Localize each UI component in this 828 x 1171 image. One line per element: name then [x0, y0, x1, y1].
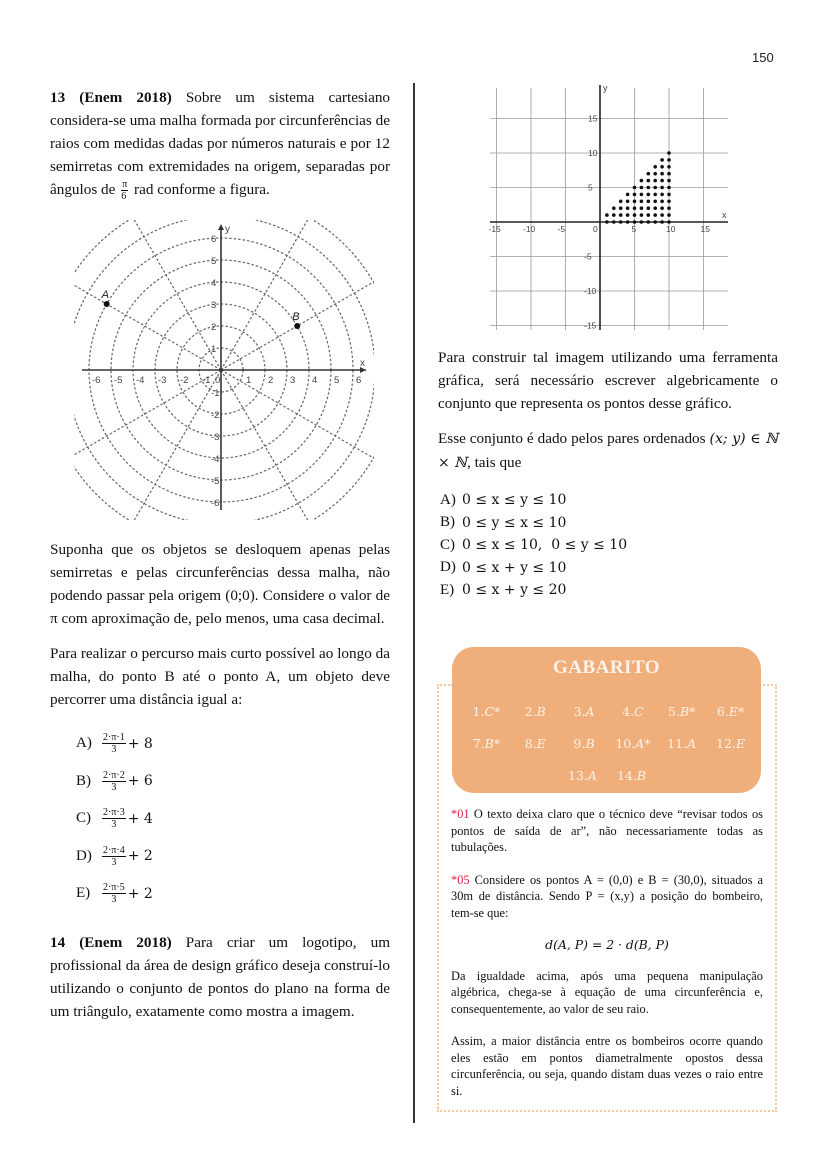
- y-tick-label: -1: [211, 388, 220, 400]
- data-point: [667, 179, 671, 183]
- q13-paragraph-2: Para realizar o percurso mais curto possível ao longo da malha, do ponto B até o ponto A, um objeto deve percorrer uma distância igual a:: [50, 645, 390, 709]
- y-tick-label: -6: [211, 498, 220, 510]
- data-point: [633, 193, 637, 197]
- option-fraction: $\frac{2\cdot\pi\cdot 3}{3}$: [103, 807, 125, 831]
- grid-ray: [221, 240, 374, 370]
- grid-ray: [74, 370, 221, 500]
- grid-ray: [91, 220, 221, 370]
- data-point: [653, 206, 657, 210]
- answer-key-item: 12.E: [716, 735, 746, 751]
- x-tick-label: 1: [246, 375, 252, 387]
- x-tick-label: -2: [180, 375, 189, 387]
- data-point: [653, 220, 657, 224]
- x-tick-label: 0: [593, 224, 598, 234]
- grid-ray: [74, 240, 221, 370]
- distance-equation: d(A, P) = 2 · d(B, P): [545, 937, 669, 952]
- y-tick-label: -2: [211, 410, 220, 422]
- x-tick-label: -4: [136, 375, 145, 387]
- data-point: [612, 213, 616, 217]
- q14-option-a[interactable]: A) 0 ≤ x ≤ y ≤ 10: [440, 491, 567, 509]
- data-point: [626, 193, 630, 197]
- q14-options: [440, 489, 778, 602]
- data-point: [633, 213, 637, 217]
- x-tick-label: 6: [356, 375, 362, 387]
- answer-key-title: GABARITO: [552, 657, 661, 678]
- x-tick-label: -5: [557, 224, 566, 234]
- q14-number: 14: [50, 933, 66, 951]
- answer-key-item: 8.E: [524, 735, 546, 751]
- answer-key-item: 9.B: [573, 735, 595, 751]
- data-point: [653, 186, 657, 190]
- q14-source: (Enem 2018): [79, 933, 172, 951]
- note-01: *01 O texto deixa claro que o técnico deve “revisar todos os pontos de saída de ar”, não necessariamente todas as tubulações.: [451, 807, 763, 854]
- y-axis-label: y: [225, 224, 230, 236]
- q13-option-d[interactable]: D) $\frac{2\cdot\pi\cdot 4}{3}$ + 2: [76, 844, 153, 868]
- q13-option-b[interactable]: B) $\frac{2\cdot\pi\cdot 2}{3}$ + 6: [76, 769, 153, 793]
- data-point: [660, 165, 664, 169]
- data-point: [626, 220, 630, 224]
- point-b: [294, 323, 300, 329]
- data-point: [653, 200, 657, 204]
- data-point: [653, 165, 657, 169]
- data-point: [647, 200, 651, 204]
- ordered-pair-set: (x; y) ∈ ℕ × ℕ: [438, 431, 778, 471]
- data-point: [660, 179, 664, 183]
- data-point: [647, 213, 651, 217]
- data-point: [660, 172, 664, 176]
- data-point: [647, 186, 651, 190]
- data-point: [633, 200, 637, 204]
- q13-option-c[interactable]: C) $\frac{2\cdot\pi\cdot 3}{3}$ + 4: [76, 807, 153, 831]
- page-number: 150: [752, 50, 774, 65]
- y-tick-label: -3: [211, 432, 220, 444]
- data-point: [667, 165, 671, 169]
- data-point: [667, 151, 671, 155]
- answer-key-item: 11.A: [667, 735, 697, 751]
- x-tick-label: 0: [215, 375, 221, 387]
- data-point: [647, 179, 651, 183]
- answer-key-row: [462, 695, 755, 727]
- x-tick-label: 15: [700, 224, 710, 234]
- y-tick-label: 2: [211, 322, 217, 334]
- x-tick-label: -3: [158, 375, 167, 387]
- data-point: [660, 206, 664, 210]
- data-point: [619, 206, 623, 210]
- answer-key-item: 5.B*: [668, 703, 696, 719]
- answer-key-panel: [452, 647, 761, 793]
- y-axis-arrow: [218, 224, 224, 230]
- data-point: [640, 200, 644, 204]
- q14-option-b[interactable]: B) 0 ≤ y ≤ x ≤ 10: [440, 514, 567, 531]
- answer-notes: [451, 806, 763, 1115]
- y-axis-label: y: [603, 83, 608, 93]
- y-tick-label: 1: [211, 344, 217, 356]
- y-tick-label: -10: [584, 286, 597, 296]
- note-01-marker: *01: [451, 807, 470, 821]
- x-tick-label: -6: [92, 375, 101, 387]
- q14-option-d[interactable]: D) 0 ≤ x + y ≤ 10: [440, 559, 567, 576]
- data-point: [626, 200, 630, 204]
- answer-key-item: 4.C: [622, 703, 644, 719]
- x-tick-label: 2: [268, 375, 274, 387]
- data-point: [660, 186, 664, 190]
- y-tick-label: 15: [588, 113, 598, 124]
- box-border-right-stub: [763, 684, 777, 686]
- data-point: [633, 186, 637, 190]
- x-tick-label: 5: [334, 375, 340, 387]
- q14-option-e[interactable]: E) 0 ≤ x + y ≤ 20: [440, 581, 567, 599]
- q13-options: [76, 725, 390, 913]
- triangle-points-figure: [488, 82, 728, 332]
- y-tick-label: -4: [211, 454, 220, 466]
- y-tick-label: 10: [588, 148, 598, 158]
- grid-ray: [221, 220, 351, 370]
- data-point: [667, 186, 671, 190]
- q13-source: (Enem 2018): [79, 89, 172, 106]
- data-point: [633, 206, 637, 210]
- q13-option-e[interactable]: E) $\frac{2\cdot\pi\cdot 5}{3}$ + 2: [76, 882, 153, 906]
- data-point: [626, 213, 630, 217]
- data-point: [667, 158, 671, 162]
- data-point: [653, 179, 657, 183]
- q13-paragraph-1: Suponha que os objetos se desloquem apenas pelas semirretas e pelas circunferências dessa malha, não podendo passar pela origem (0;0). Considere o valor de π com aproximação de, pelo menos, uma casa decimal.: [50, 541, 390, 628]
- option-fraction: $\frac{2\cdot\pi\cdot 2}{3}$: [103, 769, 125, 793]
- data-point: [647, 193, 651, 197]
- answer-key-item: 7.B*: [472, 735, 501, 751]
- y-tick-label: 5: [588, 182, 593, 193]
- data-point: [653, 213, 657, 217]
- left-column: [50, 86, 390, 1023]
- data-point: [619, 220, 623, 224]
- y-tick-label: 3: [211, 300, 217, 312]
- data-point: [667, 200, 671, 204]
- q14-paragraph-1: Para construir tal imagem utilizando uma ferramenta gráfica, será necessário escrever algebricamente o conjunto que representa os pontos desse gráfico.: [438, 349, 778, 412]
- x-axis-label: x: [360, 358, 365, 370]
- data-point: [640, 186, 644, 190]
- data-point: [626, 206, 630, 210]
- column-divider: [413, 83, 415, 1123]
- q13-statement: 13 (Enem 2018) Sobre um sistema cartesiano considera-se uma malha formada por circunferências de raios com medidas dadas por números naturais e por 12 semirretas com extremidades na origem, separadas por ângulos de $\frac{\pi}{6}$ rad conforme a figura.: [50, 89, 391, 203]
- note-05: *05 Considere os pontos A = (0,0) e B = (30,0), situados a 30m de distância. Sendo P = (x,y) a posição do bombeiro, tem-se que:: [451, 872, 763, 920]
- grid-ray: [91, 370, 221, 520]
- option-fraction: $\frac{2\cdot\pi\cdot 1}{3}$: [103, 732, 125, 756]
- data-point: [605, 213, 609, 217]
- x-tick-label: -5: [114, 375, 123, 387]
- x-tick-label: 4: [312, 375, 318, 387]
- data-point: [619, 213, 623, 217]
- x-tick-label: 5: [631, 224, 637, 234]
- data-point: [647, 206, 651, 210]
- answer-key-row: [462, 759, 755, 791]
- box-border-left-stub: [437, 684, 453, 686]
- note-05-paragraph-a: Da igualdade acima, após uma pequena manipulação algébrica, chega-se à equação de uma circunferência e, consequentemente, ao valor de seu raio.: [451, 968, 763, 1016]
- x-tick-label: -15: [488, 224, 501, 234]
- data-point: [647, 172, 651, 176]
- answer-key-grid: [462, 695, 755, 791]
- answer-key-item: 10.A*: [615, 735, 651, 751]
- data-point: [660, 193, 664, 197]
- q13-number: 13: [50, 89, 66, 106]
- answer-key-item: 6.E*: [716, 703, 745, 719]
- answer-key-item: 3.A: [573, 703, 595, 719]
- data-point: [653, 193, 657, 197]
- y-tick-label: -15: [584, 320, 597, 331]
- q14-option-c[interactable]: C) 0 ≤ x ≤ 10, 0 ≤ y ≤ 10: [440, 536, 628, 554]
- y-tick-label: 6: [211, 234, 217, 246]
- pi-over-6-fraction: $\frac{\pi}{6}$: [121, 179, 128, 203]
- data-point: [612, 206, 616, 210]
- data-point: [605, 220, 609, 224]
- y-tick-label: 5: [211, 256, 217, 268]
- q14-paragraph-2: Esse conjunto é dado pelos pares ordenados (x; y) ∈ ℕ × ℕ, tais que: [438, 430, 778, 471]
- x-axis-label: x: [722, 210, 727, 220]
- answer-key-row: [462, 727, 755, 759]
- point-label: A: [101, 289, 110, 302]
- x-tick-label: -10: [523, 224, 536, 234]
- data-point: [660, 213, 664, 217]
- data-point: [667, 193, 671, 197]
- data-point: [640, 213, 644, 217]
- q14-statement: [50, 931, 390, 1023]
- data-point: [667, 220, 671, 224]
- answer-key-item: 2.B: [524, 703, 546, 719]
- x-tick-label: 10: [666, 224, 676, 234]
- right-column: [438, 83, 778, 602]
- data-point: [633, 220, 637, 224]
- data-point: [667, 206, 671, 210]
- data-point: [640, 206, 644, 210]
- note-05-paragraph-b: Assim, a maior distância entre os bombeiros ocorre quando eles estão em pontos diametralmente opostos dessa circunferência, ou seja, quando distam duas vezes o raio entre si.: [451, 1034, 763, 1098]
- data-point: [660, 158, 664, 162]
- q14-intro: Para criar um logotipo, um profissional da área de design gráfico deseja construí-lo utilizando o conjunto de pontos do plano na forma de um triângulo, exatamente como mostra a imagem.: [50, 933, 391, 1020]
- y-tick-label: -5: [584, 251, 592, 262]
- point-label: B: [292, 311, 300, 324]
- y-tick-label: -5: [211, 476, 220, 488]
- data-point: [640, 220, 644, 224]
- q13-option-a[interactable]: A) $\frac{2\cdot\pi\cdot 1}{3}$ + 8: [76, 732, 153, 756]
- data-point: [660, 220, 664, 224]
- data-point: [612, 220, 616, 224]
- note-05-marker: *05: [451, 872, 470, 887]
- polar-grid-figure: [74, 220, 374, 520]
- point-a: [104, 301, 110, 307]
- y-tick-label: 4: [211, 278, 217, 290]
- data-point: [660, 200, 664, 204]
- data-point: [619, 200, 623, 204]
- option-fraction: $\frac{2\cdot\pi\cdot 4}{3}$: [103, 844, 125, 868]
- data-point: [640, 193, 644, 197]
- x-tick-label: 3: [290, 375, 296, 387]
- grid-ray: [221, 370, 351, 520]
- answer-key-item: 1.C*: [472, 703, 501, 719]
- q13-intro: Sobre um sistema cartesiano considera-se uma malha formada por circunferências de raios com medidas dadas por números naturais e por 12 semirretas com extremidades na origem, separadas por ângulos de: [50, 89, 391, 198]
- answer-key-item: 13.A: [568, 767, 597, 783]
- data-point: [667, 213, 671, 217]
- data-point: [640, 179, 644, 183]
- answer-key-item: 14.B: [616, 767, 647, 783]
- x-tick-label: -1: [202, 375, 211, 387]
- data-point: [667, 172, 671, 176]
- data-point: [653, 172, 657, 176]
- option-fraction: $\frac{2\cdot\pi\cdot 5}{3}$: [103, 882, 125, 906]
- data-point: [647, 220, 651, 224]
